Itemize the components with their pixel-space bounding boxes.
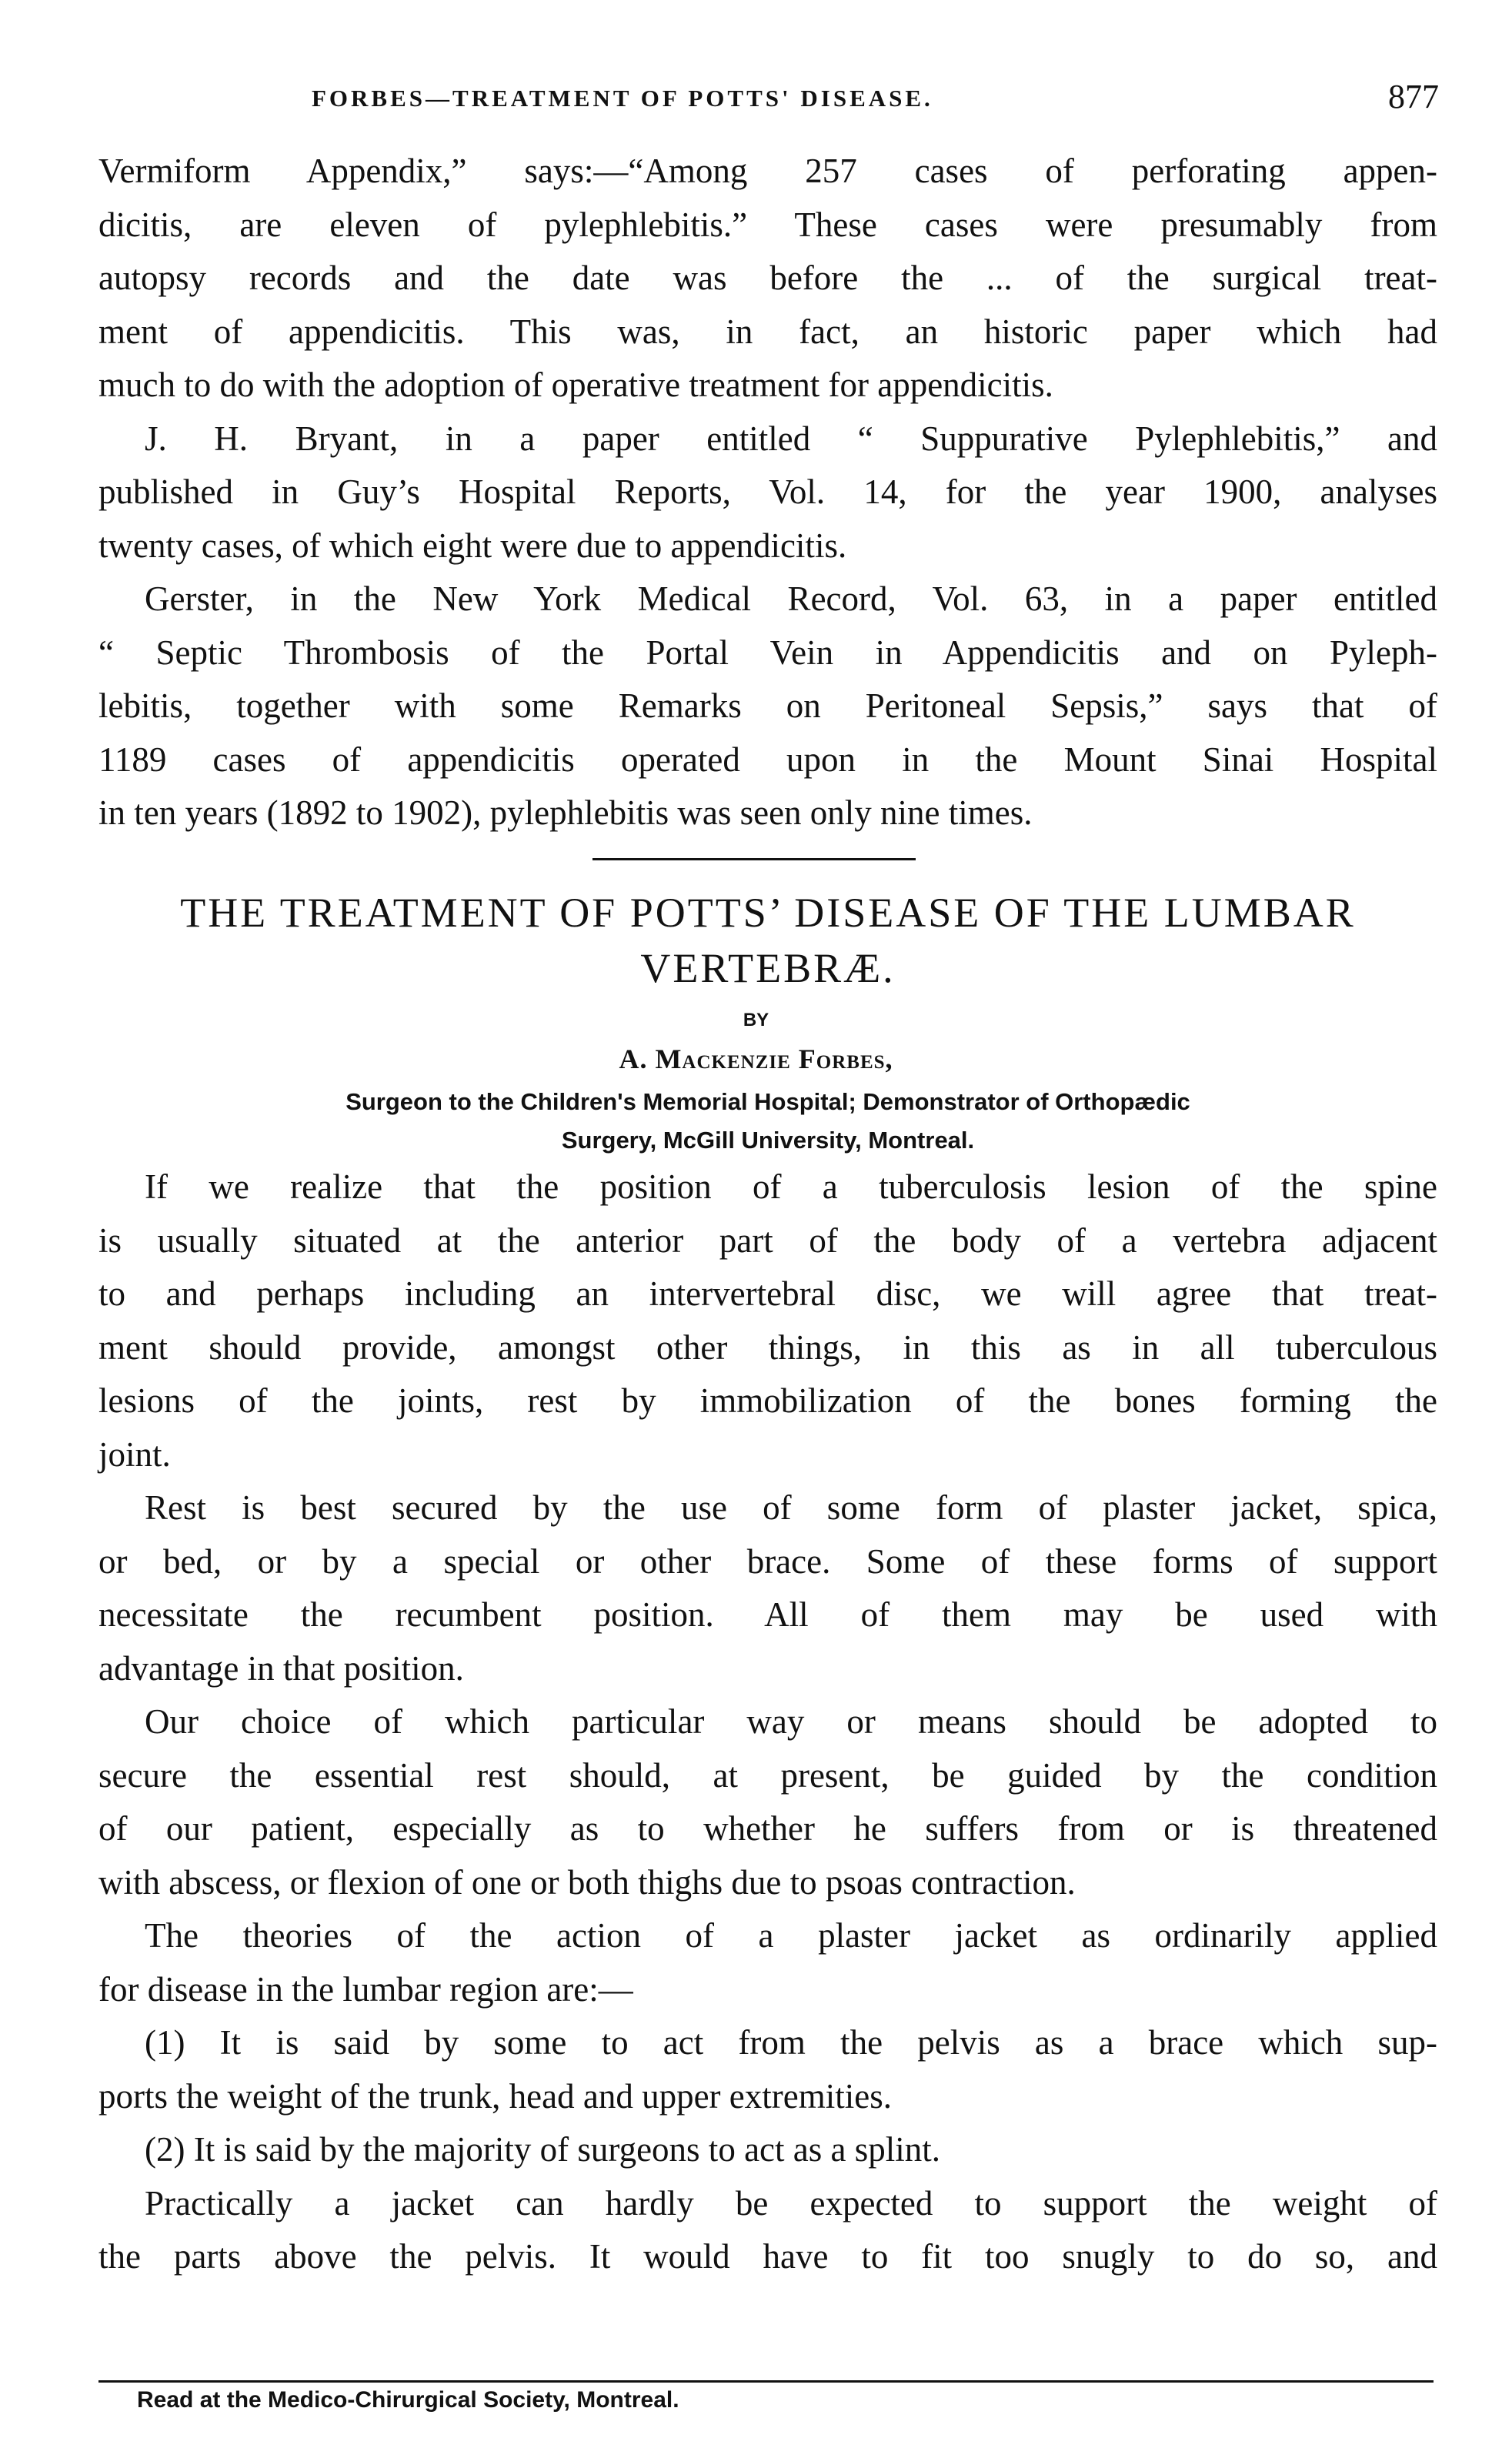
text-line: autopsy records and the date was before the ... of the surgical treat-	[98, 259, 1437, 297]
text-line: Gerster, in the New York Medical Record, Vol. 63, in a paper entitled	[145, 579, 1437, 618]
text-line: (1) It is said by some to act from the pelvis as a brace which sup-	[145, 2023, 1437, 2062]
paragraph-appendix-quote	[98, 145, 1437, 412]
text-line: J. H. Bryant, in a paper entitled “ Suppurative Pylephlebitis,” and	[145, 419, 1437, 458]
footnote-divider	[98, 2380, 1434, 2383]
text-line: “ Septic Thrombosis of the Portal Vein in Appendicitis and on Pyleph-	[98, 633, 1437, 672]
text-line: or bed, or by a special or other brace. Some of these forms of support	[98, 1541, 1437, 1581]
text-line: to and perhaps including an intervertebral disc, we will agree that treat-	[98, 1274, 1437, 1313]
paragraph-theory-1	[98, 2016, 1437, 2123]
text-line: dicitis, are eleven of pylephlebitis.” These cases were presumably from	[98, 205, 1437, 244]
paragraph-gerster	[98, 573, 1437, 840]
text-line: If we realize that the position of a tuberculosis lesion of the spine	[145, 1167, 1437, 1206]
paragraph-choice	[98, 1695, 1437, 1909]
page-number: 877	[1388, 78, 1439, 115]
author-affiliation	[98, 1083, 1437, 1160]
text-line: ports the weight of the trunk, head and upper extremities.	[98, 2076, 892, 2116]
paragraph-theory-2	[98, 2123, 1437, 2177]
continued-text	[98, 145, 1437, 840]
paragraph-practically	[98, 2177, 1437, 2284]
article-body	[98, 1161, 1437, 2284]
text-line: Our choice of which particular way or means should be adopted to	[145, 1702, 1437, 1741]
text-line: much to do with the adoption of operative treatment for appendicitis.	[98, 366, 1053, 404]
affiliation-line: Surgery, McGill University, Montreal.	[561, 1127, 975, 1154]
text-line: the parts above the pelvis. It would have to fit too snugly to do so, and	[98, 2237, 1437, 2276]
text-line: The theories of the action of a plaster jacket as ordinarily applied	[145, 1916, 1437, 1955]
text-line: published in Guy’s Hospital Reports, Vol. 14, for the year 1900, analyses	[98, 473, 1437, 511]
text-line: Vermiform Appendix,” says:—“Among 257 cases of perforating appen-	[98, 152, 1437, 190]
running-header	[312, 77, 1439, 131]
running-title: FORBES—TREATMENT OF POTTS' DISEASE.	[312, 85, 933, 112]
paragraph-theories	[98, 1909, 1437, 2016]
text-line: necessitate the recumbent position. All of them may be used with	[98, 1595, 1437, 1634]
text-line: lebitis, together with some Remarks on Peritoneal Sepsis,” says that of	[98, 686, 1437, 725]
text-line: (2) It is said by the majority of surgeons to act as a splint.	[145, 2130, 940, 2169]
footnote: Read at the Medico-Chirurgical Society, Montreal.	[137, 2387, 679, 2413]
text-line: advantage in that position.	[98, 1648, 464, 1688]
text-line: in ten years (1892 to 1902), pylephlebitis was seen only nine times.	[98, 793, 1033, 832]
text-line: secure the essential rest should, at present, be guided by the condition	[98, 1755, 1437, 1795]
article-title	[98, 885, 1437, 996]
text-line: 1189 cases of appendicitis operated upon in the Mount Sinai Hospital	[98, 740, 1437, 779]
section-divider	[592, 858, 916, 860]
paragraph-bryant	[98, 412, 1437, 573]
text-line: joint.	[98, 1434, 171, 1474]
byline-by: BY	[743, 1010, 769, 1030]
paragraph-rest	[98, 1481, 1437, 1695]
article-title-line: THE TREATMENT OF POTTS’ DISEASE OF THE LUMBAR	[180, 890, 1356, 936]
text-line: lesions of the joints, rest by immobilization of the bones forming the	[98, 1381, 1437, 1420]
text-line: ment of appendicitis. This was, in fact, an historic paper which had	[98, 312, 1437, 351]
text-line: Practically a jacket can hardly be expected to support the weight of	[145, 2183, 1437, 2223]
paragraph-tuberculosis-lesion	[98, 1161, 1437, 1481]
text-line: Rest is best secured by the use of some form of plaster jacket, spica,	[145, 1488, 1437, 1527]
affiliation-line: Surgeon to the Children's Memorial Hospital; Demonstrator of Orthopædic	[345, 1088, 1190, 1115]
article-title-line: VERTEBRÆ.	[640, 945, 896, 991]
author-name: A. Mackenzie Forbes,	[619, 1044, 893, 1074]
text-line: is usually situated at the anterior part of the body of a vertebra adjacent	[98, 1221, 1437, 1260]
text-line: of our patient, especially as to whether he suffers from or is threatened	[98, 1809, 1437, 1848]
text-line: ment should provide, amongst other things, in this as in all tuberculous	[98, 1328, 1437, 1367]
text-line: twenty cases, of which eight were due to appendicitis.	[98, 526, 847, 565]
text-line: for disease in the lumbar region are:—	[98, 1969, 633, 2009]
text-line: with abscess, or flexion of one or both thighs due to psoas contraction.	[98, 1862, 1076, 1902]
